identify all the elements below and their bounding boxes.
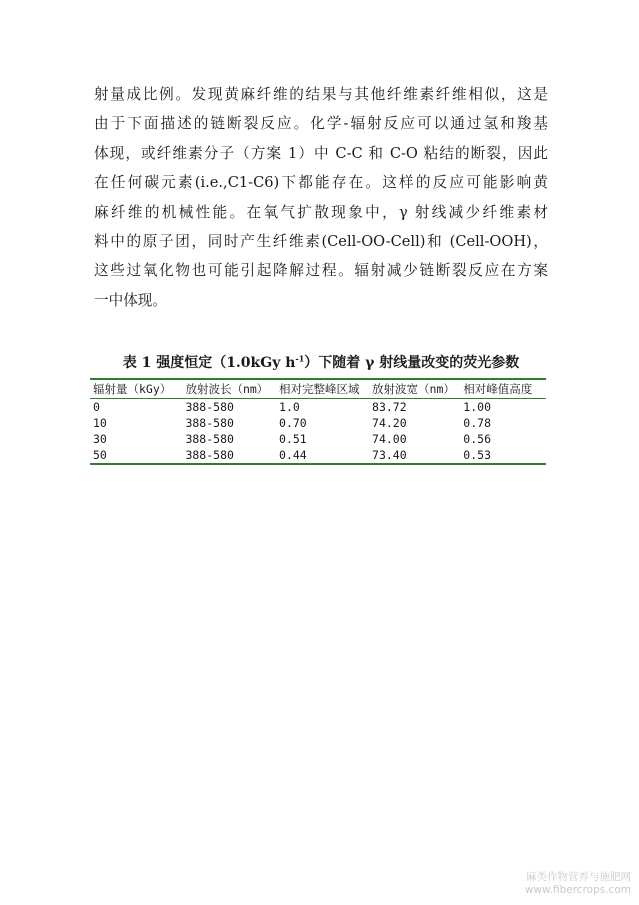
cell-peak-area: 0.70 [279, 416, 307, 430]
caption-main: 表 1 强度恒定（1.0kGy h [122, 355, 296, 371]
paragraph-line: 由于下面描述的链断裂反应。化学-辐射反应可以通过氢和羧基 [94, 115, 548, 133]
table-row [90, 415, 546, 431]
cell-wavelength: 388-580 [185, 416, 234, 430]
cell-dose: 0 [93, 400, 100, 414]
cell-peak-area: 0.51 [279, 432, 307, 446]
cell-bandwidth: 74.00 [372, 432, 407, 446]
header-radiation-dose: 辐射量（kGy） [93, 382, 172, 396]
header-emission-bandwidth: 放射波宽（nm） [372, 382, 455, 396]
cell-peak-height: 1.00 [463, 400, 491, 414]
table-row [90, 447, 546, 464]
header-emission-wavelength: 放射波长（nm） [185, 382, 269, 396]
paragraph-line: 这些过氧化物也可能引起降解过程。辐射减少链断裂反应在方案 [94, 262, 548, 280]
paragraph-line: 一中体现。 [94, 291, 167, 309]
body-paragraph [94, 80, 548, 315]
table-row [90, 399, 546, 416]
cell-wavelength: 388-580 [185, 400, 234, 414]
cell-peak-area: 1.0 [279, 400, 300, 414]
paragraph-line: 麻纤维的机械性能。在氧气扩散现象中，γ 射线减少纤维素材 [94, 203, 548, 221]
watermark-site-url: www.fibercrops.com [524, 884, 631, 896]
cell-dose: 50 [93, 448, 107, 462]
cell-wavelength: 388-580 [185, 448, 234, 462]
caption-superscript: -1 [295, 353, 305, 364]
cell-peak-height: 0.56 [463, 432, 491, 446]
header-relative-peak-area: 相对完整峰区域 [279, 382, 360, 396]
header-relative-peak-height: 相对峰值高度 [463, 382, 533, 396]
table-header-row [90, 379, 546, 399]
cell-peak-area: 0.44 [279, 448, 307, 462]
table-row [90, 431, 546, 447]
cell-dose: 30 [93, 432, 107, 446]
paragraph-line: 体现，或纤维素分子（方案 1）中 C-C 和 C-O 粘结的断裂，因此 [94, 144, 548, 162]
paragraph-line: 射量成比例。发现黄麻纤维的结果与其他纤维素纤维相似，这是 [94, 86, 548, 103]
cell-bandwidth: 74.20 [372, 416, 407, 430]
table-caption [94, 352, 548, 372]
cell-peak-height: 0.53 [463, 448, 491, 462]
fluorescence-table-container [90, 378, 546, 465]
cell-peak-height: 0.78 [463, 416, 491, 430]
caption-tail: ）下随着 γ 射线量改变的荧光参数 [304, 355, 520, 371]
cell-wavelength: 388-580 [185, 432, 234, 446]
paragraph-line: 料中的原子团，同时产生纤维素(Cell-OO-Cell)和 (Cell-OOH)， [94, 233, 548, 251]
cell-bandwidth: 73.40 [372, 448, 407, 462]
paragraph-line: 在任何碳元素(i.e.,C1-C6)下都能存在。这样的反应可能影响黄 [94, 174, 548, 192]
watermark-site-name: 麻类作物营养与施肥网 [526, 871, 631, 883]
cell-bandwidth: 83.72 [372, 400, 407, 414]
site-watermark [525, 871, 631, 897]
fluorescence-parameters-table [90, 378, 546, 465]
cell-dose: 10 [93, 416, 107, 430]
